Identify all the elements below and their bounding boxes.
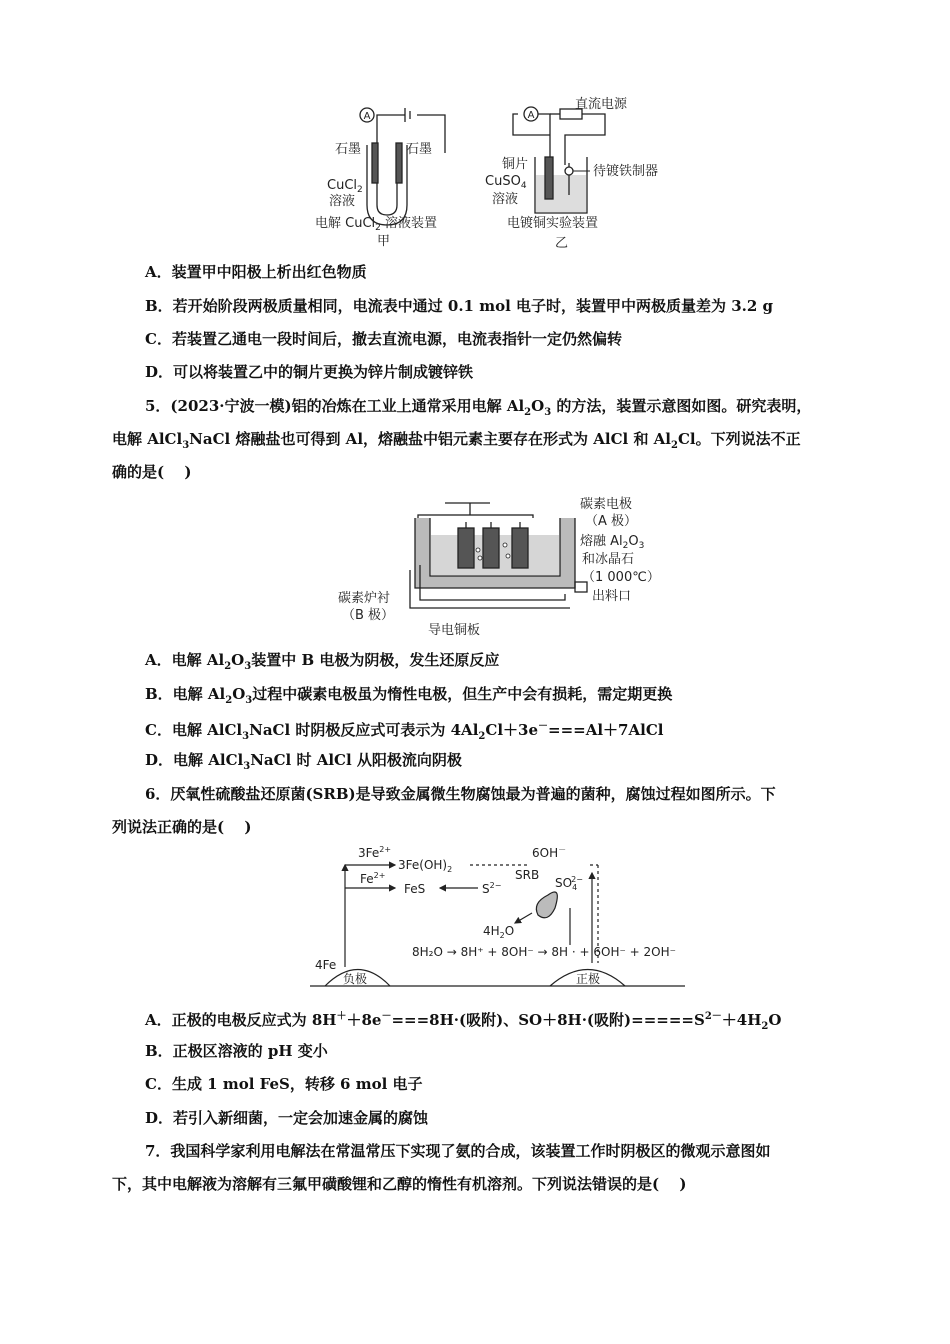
q7-stem-line2: 下，其中电解液为溶解有三氟甲磺酸锂和乙醇的惰性有机溶剂。下列说法错误的是( ) — [112, 1175, 687, 1193]
apparatus-jia — [367, 108, 445, 225]
fe4-label: 4Fe — [315, 958, 337, 972]
ammeter-label: A — [527, 110, 535, 121]
caption-yi: 电镀铜实验装置 — [507, 216, 599, 231]
iron-item-label: 待镀铁制器 — [593, 164, 659, 179]
srb-label: SRB — [515, 868, 540, 882]
solution-label: 溶液 — [329, 194, 356, 209]
q5-option-a: A．电解 $Al_2O_3$装置中 B 电极为阴极，发生还原反应 — [145, 651, 500, 672]
graphite-right-label: 石墨 — [406, 142, 433, 157]
q5-option-d: D．电解 AlCl$_3$NaCl 时 AlCl 从阳极流向阴极 — [145, 751, 462, 772]
oh6-label: 6OH－ — [532, 845, 567, 860]
b-pole-label: （B 极） — [342, 608, 395, 623]
molten-label: 熔融 $Al_2O_3$ — [580, 534, 645, 551]
q6-option-a: A．正极的电极反应式为 8H＋＋8e－===8H·(吸附)、SO＋8H·(吸附)$=====S^{2-}+4H_2O$ — [145, 1011, 782, 1032]
figure-aluminum-cell — [330, 490, 660, 640]
q5-stem-line1: 5．(2023·宁波一模)铝的冶炼在工业上通常采用电解 $Al_2O_3$ 的方法，装置示意图如图。研究表明， — [145, 397, 812, 418]
temperature-label: （1 000℃） — [582, 570, 660, 585]
q4-option-c: C．若装置乙通电一段时间后，撤去直流电源，电流表指针一定仍然偏转 — [145, 330, 622, 348]
q5-option-b: B．电解 $Al_2O_3$过程中碳素电极虽为惰性电极，但生产中会有损耗，需定期更换 — [145, 685, 673, 706]
figure-electrolysis-apparatus — [305, 95, 675, 255]
caption-jia: 电解 CuCl$_2$ 溶液装置 — [315, 216, 438, 233]
label-yi: 乙 — [555, 236, 569, 251]
cucl2-label: CuCl$_2$ — [327, 178, 363, 195]
copper-plate-label: 导电铜板 — [428, 623, 481, 638]
carbon-electrode-label: 碳素电极 — [580, 497, 633, 512]
q4-option-a: A．装置甲中阳极上析出红色物质 — [145, 263, 367, 281]
copper-label: 铜片 — [502, 157, 529, 172]
a-pole-label: （A 极） — [585, 514, 638, 529]
outlet-label: 出料口 — [592, 589, 632, 604]
h2o4-label: $4H_2O$ — [483, 924, 515, 940]
q5-stem-line2: 电解 AlCl$_3$NaCl 熔融盐也可得到 Al，熔融盐中铝元素主要存在形式为 AlCl 和 $Al_2Cl$。下列说法不正 — [112, 430, 801, 451]
s2-label: $S^{2-}$ — [482, 881, 502, 896]
q5-option-c: C．电解 AlCl$_3$NaCl 时阴极反应式可表示为 $4Al_2Cl+3e^-===Al+7AlCl$ — [145, 721, 664, 742]
label-jia: 甲 — [377, 234, 391, 249]
dc-source-label: 直流电源 — [575, 97, 628, 112]
ammeter-yi — [524, 107, 538, 121]
q5-stem-line3: 确的是( ) — [112, 463, 192, 481]
ammeter-jia — [360, 108, 374, 122]
q7-stem-line1: 7．我国科学家利用电解法在常温常压下实现了氨的合成，该装置工作时阴极区的微观示意图如 — [145, 1142, 771, 1160]
fe2-label: $Fe^{2+}$ — [360, 871, 386, 886]
fe-oh-label: $3Fe(OH)_2$ — [398, 858, 453, 874]
solution2-label: 溶液 — [492, 192, 519, 207]
q6-option-c: C．生成 1 mol FeS，转移 6 mol 电子 — [145, 1075, 423, 1093]
ammeter-label: A — [363, 111, 371, 122]
q4-option-b: B．若开始阶段两极质量相同，电流表中通过 0.1 mol 电子时，装置甲中两极质量差为 3.2 g — [145, 297, 774, 315]
graphite-left-label: 石墨 — [335, 142, 362, 157]
fes-label: FeS — [404, 882, 426, 896]
negative-pole-label: 负极 — [343, 972, 368, 986]
fe2-top-label: $3Fe^{2+}$ — [358, 845, 392, 860]
q6-stem-line1: 6．厌氧性硫酸盐还原菌(SRB)是导致金属微生物腐蚀最为普遍的菌种，腐蚀过程如图所示。下 — [145, 785, 776, 803]
reaction-chain-label: 8H₂O → 8H⁺ + 8OH⁻ → 8H · + 6OH⁻ + 2OH⁻ — [412, 945, 676, 959]
positive-pole-label: 正极 — [576, 972, 601, 986]
q4-option-d: D．可以将装置乙中的铜片更换为锌片制成镀锌铁 — [145, 363, 474, 381]
q6-option-b: B．正极区溶液的 pH 变小 — [145, 1042, 328, 1060]
so4-label: $SO_42-$ — [555, 875, 583, 892]
q6-option-d: D．若引入新细菌，一定会加速金属的腐蚀 — [145, 1109, 429, 1127]
q6-stem-line2: 列说法正确的是( ) — [112, 818, 252, 836]
cryolite-label: 和冰晶石 — [582, 552, 635, 567]
cuso4-label: CuSO$_4$ — [485, 174, 527, 191]
lining-label: 碳素炉衬 — [338, 591, 391, 606]
figure-srb-corrosion — [300, 843, 700, 993]
